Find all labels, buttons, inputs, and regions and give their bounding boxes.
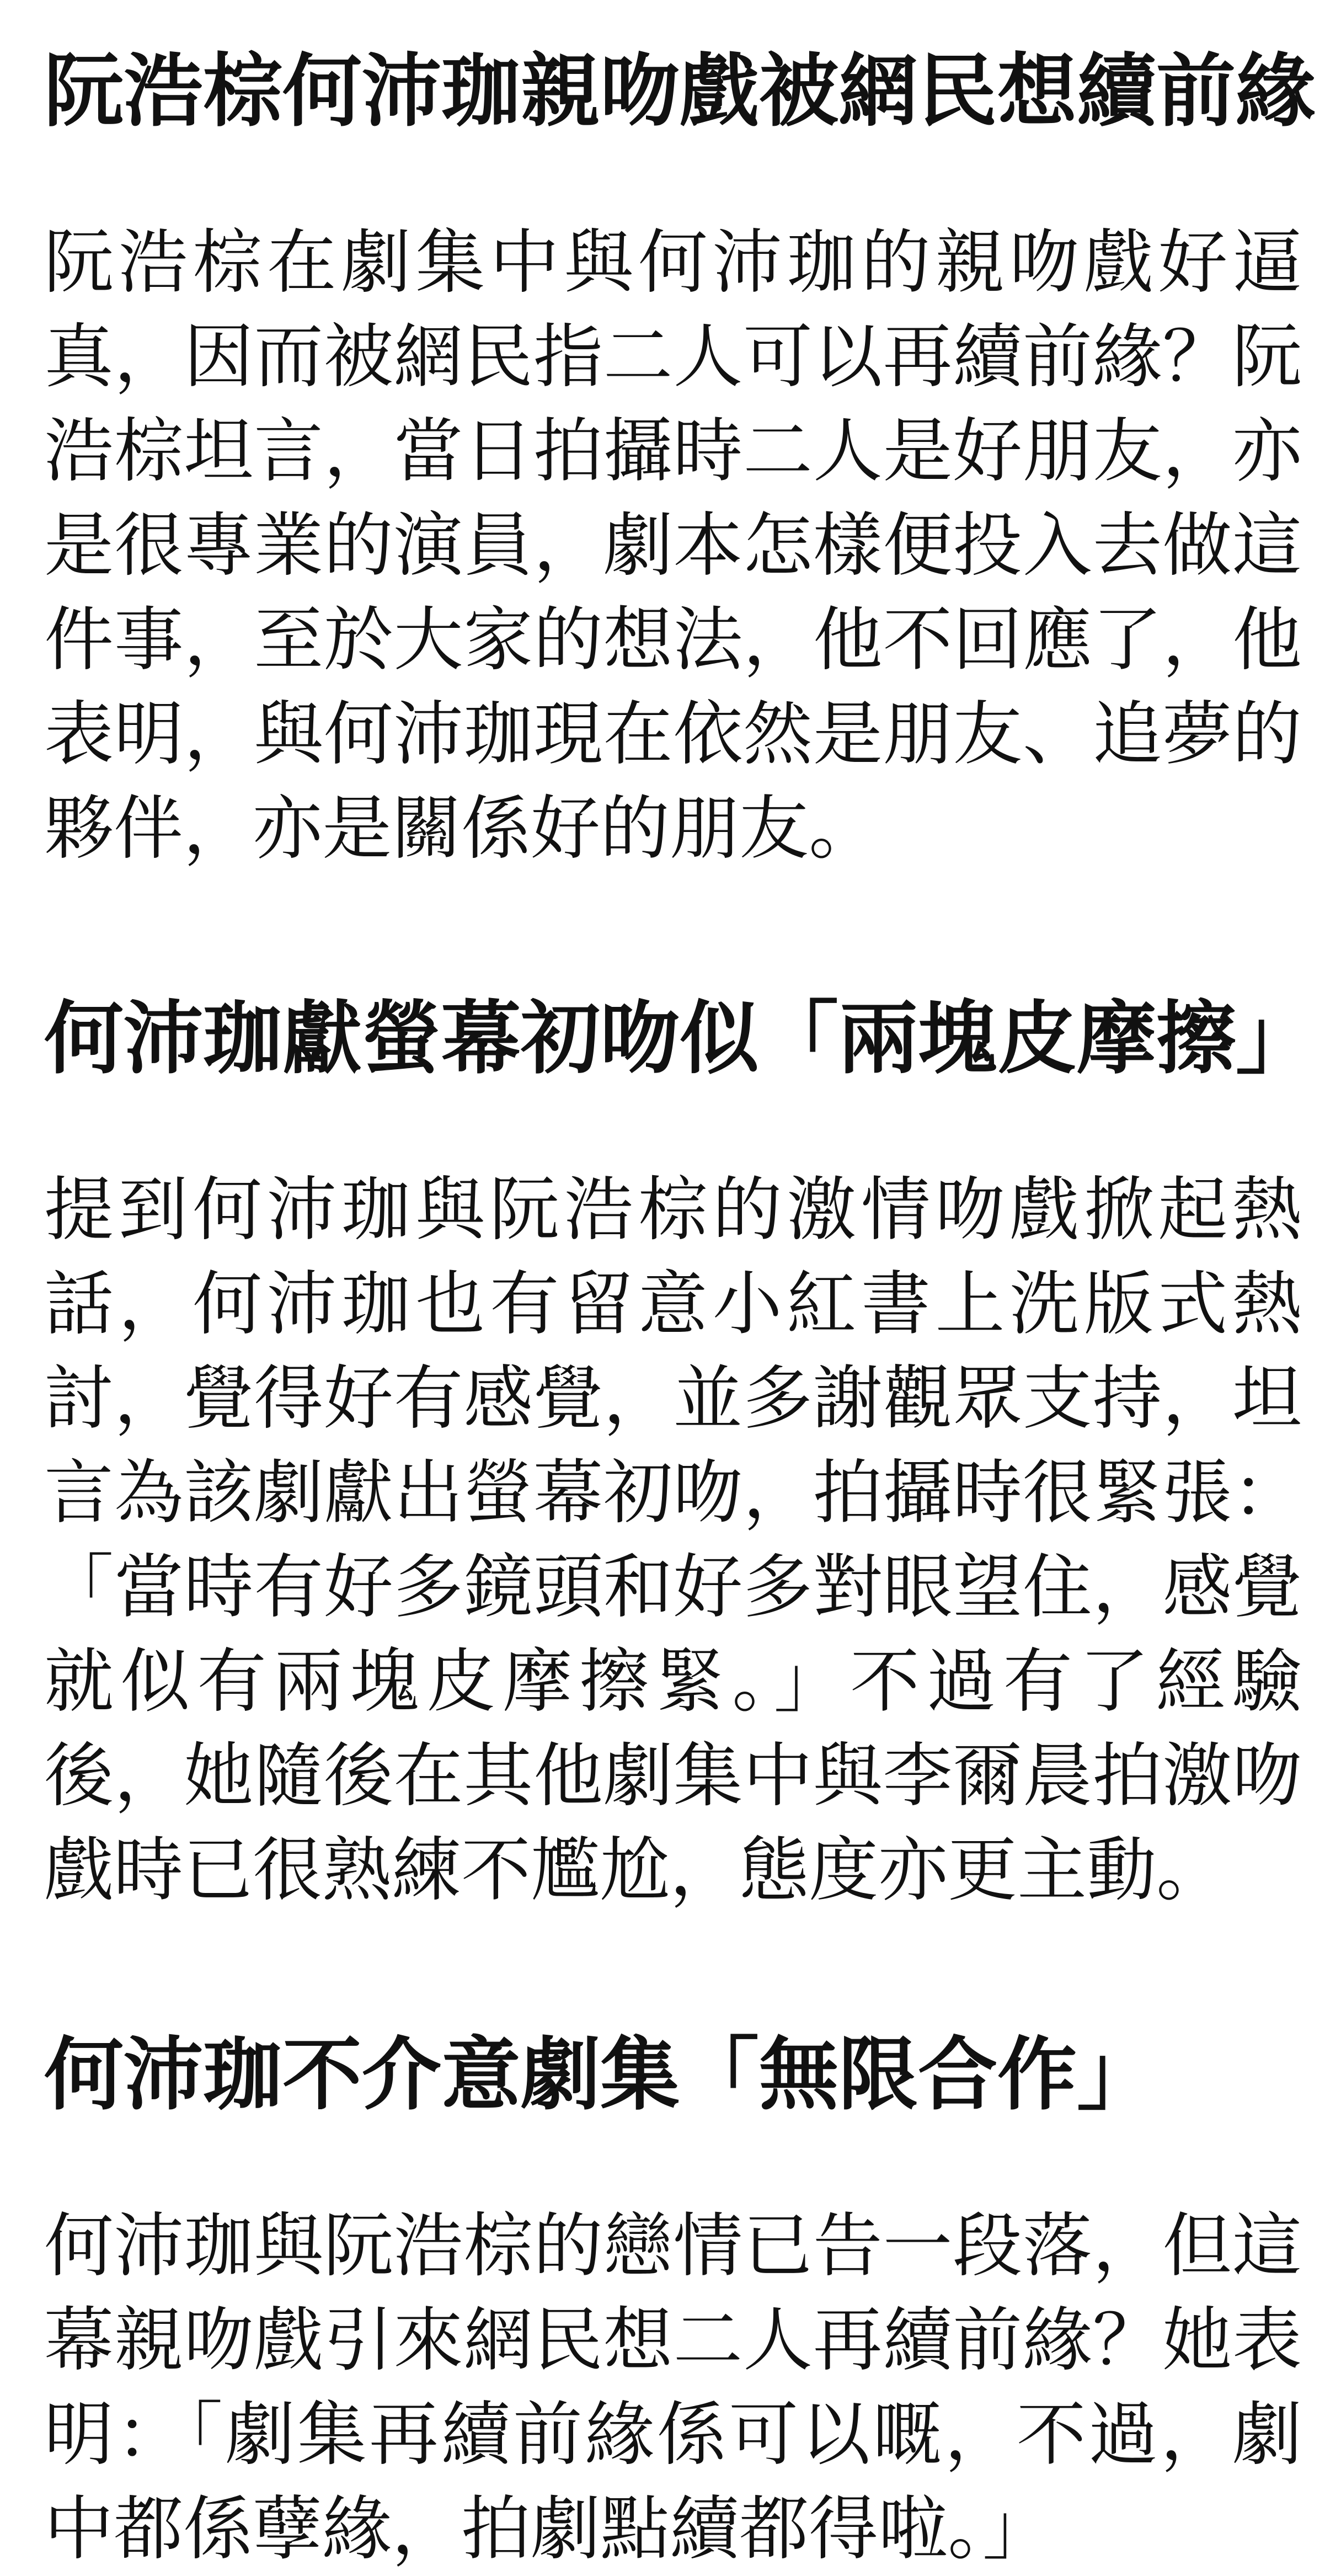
section-paragraph-2: 提到何沛珈與阮浩棕的激情吻戲掀起熱話，何沛珈也有留意小紅書上洗版式熱討，覺得好有感覺，並多謝觀眾支持，坦言為該劇獻出螢幕初吻，拍攝時很緊張：「當時有好多鏡頭和好多對眼望住，感覺就似有兩塊皮摩擦緊。」不過有了經驗後，她隨後在其他劇集中與李爾晨拍激吻戲時已很熟練不尷尬，態度亦更主動。: [44, 1169, 1302, 1911]
section-paragraph-1: 阮浩棕在劇集中與何沛珈的親吻戲好逼真，因而被網民指二人可以再續前緣？阮浩棕坦言，當日拍攝時二人是好朋友，亦是很專業的演員，劇本怎樣便投入去做這件事，至於大家的想法，他不回應了，他表明，與何沛珈現在依然是朋友、追夢的夥伴，亦是關係好的朋友。: [44, 222, 1302, 869]
section-heading-1: 阮浩棕何沛珈親吻戲被網民想續前緣: [44, 45, 1316, 137]
section-heading-3: 何沛珈不介意劇集「無限合作」: [44, 2028, 1157, 2121]
article: [44, 39, 1316, 2576]
section-heading-2: 何沛珈獻螢幕初吻似「兩塊皮摩擦」: [44, 992, 1316, 1085]
section-paragraph-3: 何沛珈與阮浩棕的戀情已告一段落，但這幕親吻戲引來網民想二人再續前緣？她表明：「劇集再續前緣係可以嘅，不過，劇中都係孽緣，拍劇點續都得啦。」: [44, 2205, 1302, 2569]
